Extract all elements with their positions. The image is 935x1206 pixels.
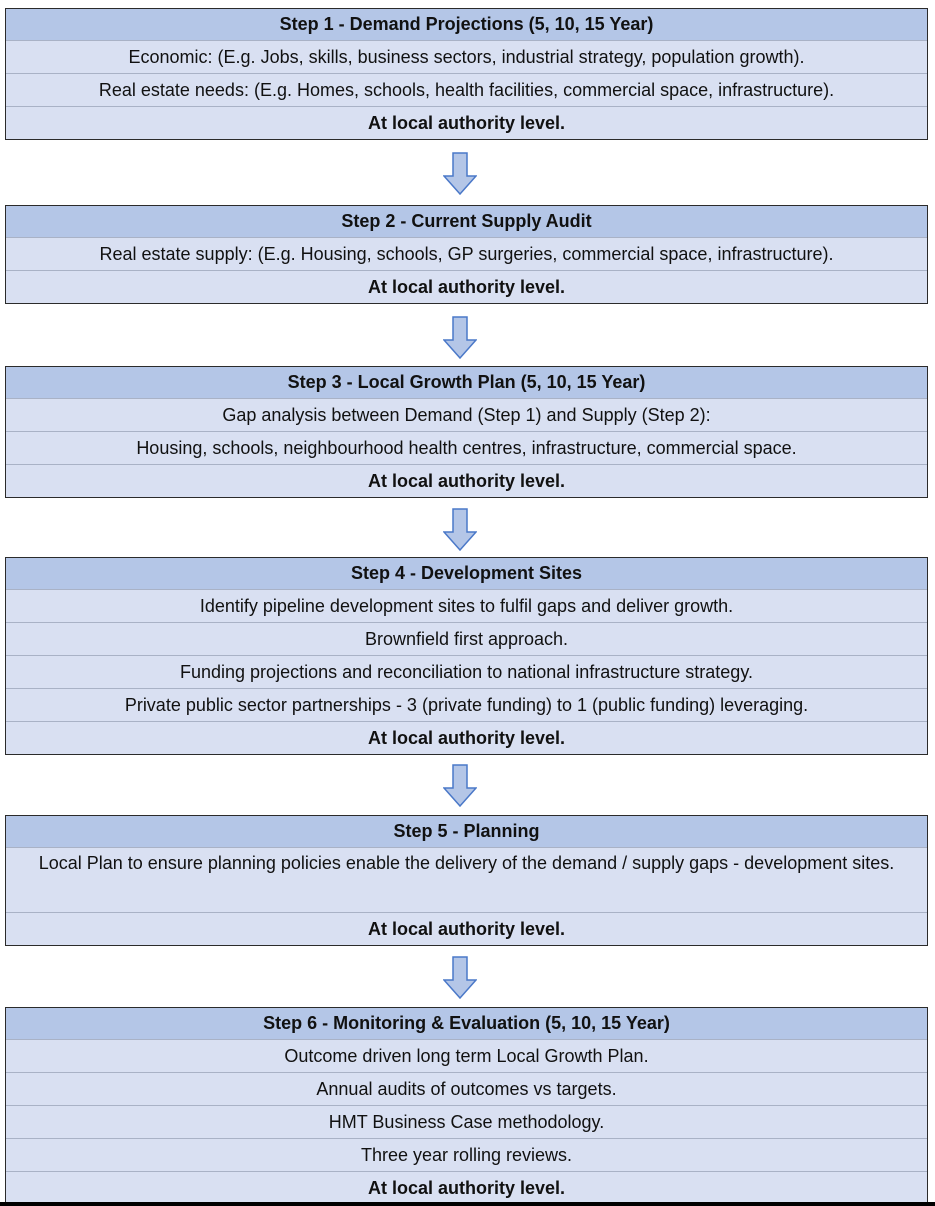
step-3-footer: At local authority level.: [6, 464, 927, 497]
down-arrow-icon: [443, 316, 477, 360]
step-2-title: Step 2 - Current Supply Audit: [6, 206, 927, 237]
step-4-line-4: Private public sector partnerships - 3 (private funding) to 1 (public funding) leveraging.: [6, 688, 927, 721]
down-arrow-icon: [443, 152, 477, 196]
step-3-box: [5, 366, 928, 498]
step-6-line-1: Outcome driven long term Local Growth Plan.: [6, 1039, 927, 1072]
step-6-line-4: Three year rolling reviews.: [6, 1138, 927, 1171]
down-arrow-icon: [443, 956, 477, 1000]
step-4-footer: At local authority level.: [6, 721, 927, 754]
step-6-line-3: HMT Business Case methodology.: [6, 1105, 927, 1138]
step-4-line-3: Funding projections and reconciliation to national infrastructure strategy.: [6, 655, 927, 688]
step-1-box: [5, 8, 928, 140]
step-3-line-1: Gap analysis between Demand (Step 1) and Supply (Step 2):: [6, 398, 927, 431]
step-6-line-2: Annual audits of outcomes vs targets.: [6, 1072, 927, 1105]
step-3-line-2: Housing, schools, neighbourhood health centres, infrastructure, commercial space.: [6, 431, 927, 464]
step-1-line-1: Economic: (E.g. Jobs, skills, business sectors, industrial strategy, population growth).: [6, 40, 927, 73]
step-4-line-2: Brownfield first approach.: [6, 622, 927, 655]
step-3-title: Step 3 - Local Growth Plan (5, 10, 15 Year): [6, 367, 927, 398]
step-4-line-1: Identify pipeline development sites to fulfil gaps and deliver growth.: [6, 589, 927, 622]
step-6-footer: At local authority level.: [6, 1171, 927, 1204]
step-1-title: Step 1 - Demand Projections (5, 10, 15 Year): [6, 9, 927, 40]
step-5-footer: At local authority level.: [6, 912, 927, 945]
step-1-line-2: Real estate needs: (E.g. Homes, schools, health facilities, commercial space, infrastructure).: [6, 73, 927, 106]
down-arrow-icon: [443, 764, 477, 808]
step-6-title: Step 6 - Monitoring & Evaluation (5, 10, 15 Year): [6, 1008, 927, 1039]
step-5-line-1: Local Plan to ensure planning policies enable the delivery of the demand / supply gaps - development sites.: [6, 847, 927, 912]
step-5-title: Step 5 - Planning: [6, 816, 927, 847]
step-1-footer: At local authority level.: [6, 106, 927, 139]
step-4-box: [5, 557, 928, 755]
bottom-border: [0, 1202, 935, 1206]
step-2-footer: At local authority level.: [6, 270, 927, 303]
step-4-title: Step 4 - Development Sites: [6, 558, 927, 589]
step-5-box: [5, 815, 928, 946]
step-2-line-1: Real estate supply: (E.g. Housing, schools, GP surgeries, commercial space, infrastructure).: [6, 237, 927, 270]
down-arrow-icon: [443, 508, 477, 552]
step-2-box: [5, 205, 928, 304]
step-6-box: [5, 1007, 928, 1205]
